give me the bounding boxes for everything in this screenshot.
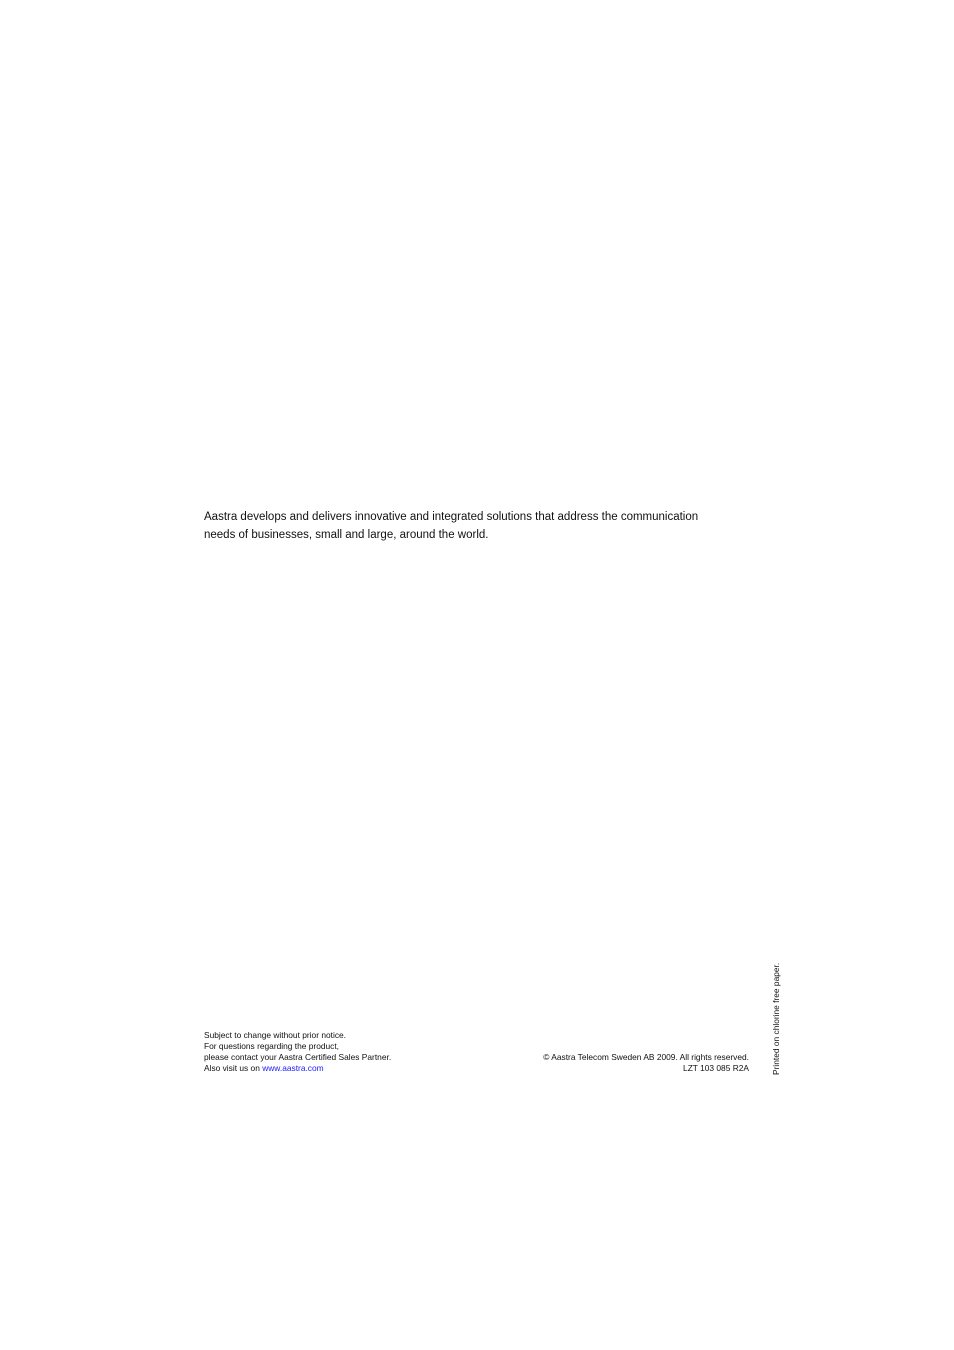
visit-prefix: Also visit us on [204,1063,263,1073]
notice-line-1: Subject to change without prior notice. [204,1030,346,1040]
document-number: LZT 103 085 R2A [683,1063,749,1073]
paper-note: Printed on chlorine free paper. [771,962,781,1075]
website-link[interactable]: www.aastra.com [262,1063,324,1073]
notice-line-4 [204,1063,391,1074]
footer-legal [543,1052,749,1074]
notice-line-2: For questions regarding the product, [204,1041,340,1051]
intro-line-2: needs of businesses, small and large, around the world. [204,529,489,541]
intro-line-1: Aastra develops and delivers innovative and integrated solutions that address the communication [204,511,699,523]
footer-notice [204,1030,391,1074]
notice-line-3: please contact your Aastra Certified Sales Partner. [204,1052,392,1062]
copyright-text: © Aastra Telecom Sweden AB 2009. All rights reserved. [543,1052,749,1062]
intro-paragraph [204,508,764,544]
